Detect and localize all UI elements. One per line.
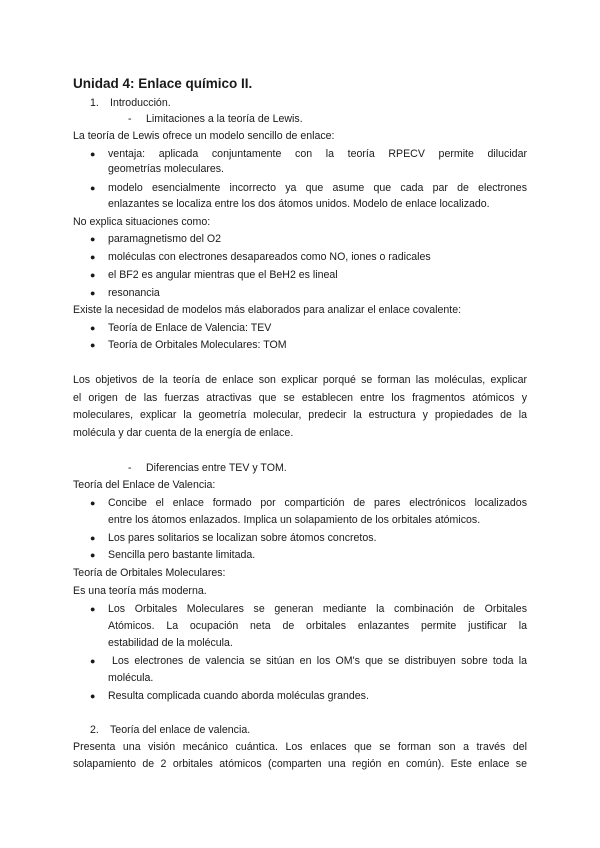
tom-subheading: Es una teoría más moderna. xyxy=(73,585,207,597)
page-title: Unidad 4: Enlace químico II. xyxy=(73,76,253,91)
tev-bullet-3: Sencilla pero bastante limitada. xyxy=(108,549,256,561)
bullet-icon: ● xyxy=(90,550,96,560)
list-item: el BF2 es angular mientras que el BeH2 es lineal xyxy=(108,269,338,281)
tom-bullet-2-line-1: Los electrones de valencia se sitúan en los OM's que se distribuyen sobre toda la xyxy=(112,655,527,667)
tev-bullet-1-line-1: Concibe el enlace formado por compartición de pares electrónicos localizados xyxy=(108,497,527,509)
objectives-line: molécula y dar cuenta de la energía de enlace. xyxy=(73,427,294,439)
lewis-bullet-2-line-1: modelo esencialmente incorrecto ya que asume que cada par de electrones xyxy=(108,182,527,194)
bullet-icon: ● xyxy=(90,533,96,543)
bullet-icon: ● xyxy=(90,656,96,666)
section-number: 2. xyxy=(90,724,99,736)
tev-bullet-1-line-2: entre los átomos enlazados. Implica un solapamiento de los orbitales atómicos. xyxy=(108,514,481,526)
tom-bullet-2-line-2: molécula. xyxy=(108,672,154,684)
lewis-bullet-2-line-2: enlazantes se localiza entre los dos átomos unidos. Modelo de enlace localizado. xyxy=(108,198,490,210)
bullet-icon: ● xyxy=(90,498,96,508)
models-intro: Existe la necesidad de modelos más elaborados para analizar el enlace covalente: xyxy=(73,304,462,316)
bullet-icon: ● xyxy=(90,323,96,333)
bullet-icon: ● xyxy=(90,234,96,244)
no-explica-intro: No explica situaciones como: xyxy=(73,216,211,228)
tom-bullet-1-line-3: estabilidad de la molécula. xyxy=(108,637,233,649)
tev-heading: Teoría del Enlace de Valencia: xyxy=(73,479,216,491)
section-heading-intro: Introducción. xyxy=(110,97,171,109)
bullet-icon: ● xyxy=(90,149,96,159)
tev-bullet-2: Los pares solitarios se localizan sobre átomos concretos. xyxy=(108,532,377,544)
bullet-icon: ● xyxy=(90,340,96,350)
list-item: Teoría de Orbitales Moleculares: TOM xyxy=(108,339,287,351)
bullet-icon: ● xyxy=(90,270,96,280)
lewis-intro: La teoría de Lewis ofrece un modelo sencillo de enlace: xyxy=(73,130,335,142)
dash-marker: - xyxy=(128,113,132,125)
objectives-line: moleculares, explicar la geometría molecular, predecir la estructura y propiedades de la xyxy=(73,409,527,421)
final-paragraph-line: solapamiento de 2 orbitales atómicos (comparten una región en común). Este enlace se xyxy=(73,758,527,770)
subheading-lewis-limits: Limitaciones a la teoría de Lewis. xyxy=(146,113,303,125)
objectives-line: el origen de las fuerzas atractivas que se establecen entre los fragmentos atómicos y xyxy=(73,392,527,404)
tom-bullet-1-line-2: Atómicos. La ocupación neta de orbitales enlazantes permite justificar la xyxy=(108,620,527,632)
list-item: paramagnetismo del O2 xyxy=(108,233,222,245)
list-item: moléculas con electrones desapareados como NO, iones o radicales xyxy=(108,251,431,263)
section-number: 1. xyxy=(90,97,99,109)
tom-heading: Teoría de Orbitales Moleculares: xyxy=(73,567,226,579)
lewis-bullet-1-line-1: ventaja: aplicada conjuntamente con la teoría RPECV permite dilucidar xyxy=(108,148,527,160)
section-heading-tev: Teoría del enlace de valencia. xyxy=(110,724,251,736)
bullet-icon: ● xyxy=(90,691,96,701)
tom-bullet-3: Resulta complicada cuando aborda moléculas grandes. xyxy=(108,690,369,702)
tom-bullet-1-line-1: Los Orbitales Moleculares se generan mediante la combinación de Orbitales xyxy=(108,603,527,615)
bullet-icon: ● xyxy=(90,288,96,298)
dash-marker: - xyxy=(128,462,132,474)
bullet-icon: ● xyxy=(90,604,96,614)
final-paragraph-line: Presenta una visión mecánico cuántica. Los enlaces que se forman son a través del xyxy=(73,741,527,753)
objectives-line: Los objetivos de la teoría de enlace son explicar porqué se forman las moléculas, explicar xyxy=(73,374,527,386)
bullet-icon: ● xyxy=(90,252,96,262)
list-item: resonancia xyxy=(108,287,160,299)
bullet-icon: ● xyxy=(90,183,96,193)
subheading-differences: Diferencias entre TEV y TOM. xyxy=(146,462,287,474)
list-item: Teoría de Enlace de Valencia: TEV xyxy=(108,322,272,334)
lewis-bullet-1-line-2: geometrías moleculares. xyxy=(108,163,224,175)
